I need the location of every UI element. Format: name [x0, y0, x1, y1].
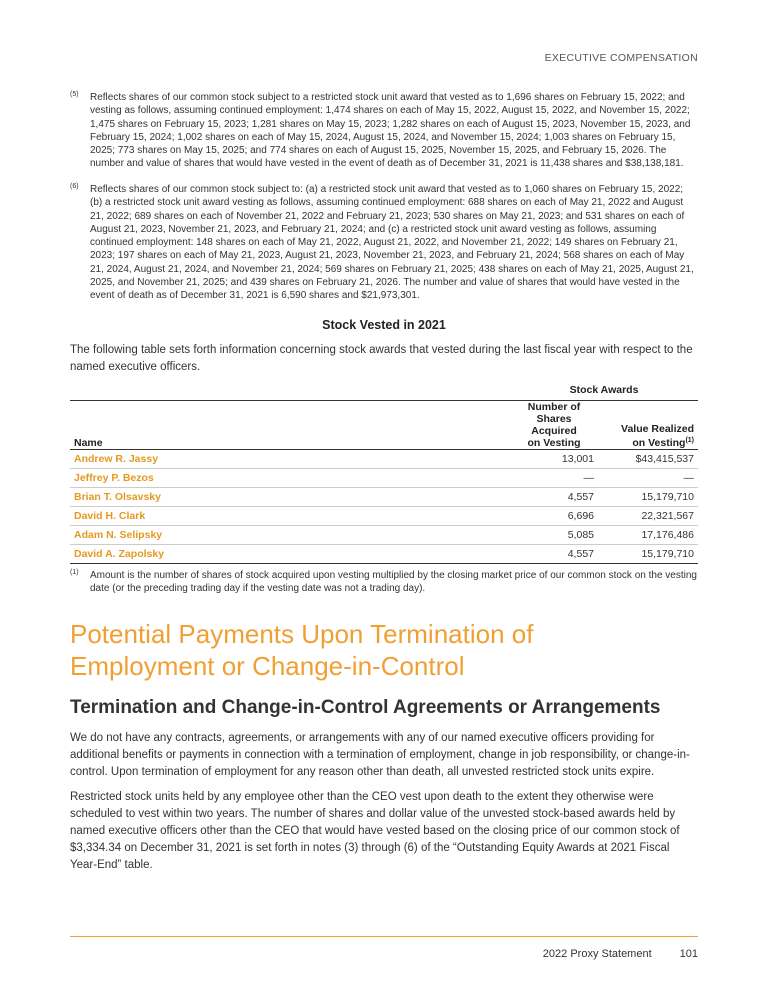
- value-realized: $43,415,537: [598, 450, 698, 469]
- executive-name: Adam N. Selipsky: [70, 526, 510, 545]
- value-realized: —: [598, 469, 698, 488]
- shares-acquired: 4,557: [510, 545, 598, 564]
- stock-vested-intro: The following table sets forth information concerning stock awards that vested during the last fiscal year with respect to the named executive officers.: [70, 344, 693, 373]
- shares-acquired: 6,696: [510, 507, 598, 526]
- table-footnote-1: [70, 569, 698, 596]
- section-header: EXECUTIVE COMPENSATION: [544, 52, 698, 64]
- section-heading: Potential Payments Upon Termination of Employment or Change-in-Control: [70, 619, 534, 681]
- table-row: [70, 469, 698, 488]
- footnote-mark: (5): [70, 91, 79, 98]
- executive-name: David A. Zapolsky: [70, 545, 510, 564]
- subsection-heading: Termination and Change-in-Control Agreements or Arrangements: [70, 697, 661, 718]
- footnote-mark: (6): [70, 183, 79, 190]
- footnote-5: [70, 91, 698, 171]
- shares-acquired: —: [510, 469, 598, 488]
- stock-awards-header: Stock Awards: [510, 380, 698, 401]
- shares-acquired: 13,001: [510, 450, 598, 469]
- executive-name: Brian T. Olsavsky: [70, 488, 510, 507]
- table-column-header-row: [70, 401, 698, 450]
- column-header-value: Value Realized on Vesting$^{(1)}$: [598, 401, 698, 450]
- column-header-shares: Number of Shares Acquired on Vesting: [510, 401, 598, 450]
- table-row: [70, 545, 698, 564]
- table-row: [70, 488, 698, 507]
- table-row: [70, 450, 698, 469]
- footer-divider: [70, 936, 698, 937]
- executive-name: Andrew R. Jassy: [70, 450, 510, 469]
- stock-vested-table: [70, 380, 698, 564]
- column-header-name: Name: [70, 401, 510, 450]
- value-realized: 15,179,710: [598, 545, 698, 564]
- shares-acquired: 5,085: [510, 526, 598, 545]
- footnote-text: Reflects shares of our common stock subject to a restricted stock unit award that vested as to 1,696 shares on February 15, 2022; and vesting as follows, assuming continued employment: 1,474 shares on each of May 15, 2022, August 15, 2022, and November 15, 2022; 1,475 shares on February 15, 2023; 1,281 shares on May 15, 2023; 1,282 shares on each of August 15, 2023, November 15, 2023, and February 15, 2024; 1,002 shares on each of May 15, 2024, August 15, 2024, and November 15, 2024; 1,003 shares on February 15, 2025; 773 shares on May 15, 2025; and 774 shares on each of August 15, 2025, November 15, 2025, and February 15, 2026. The number and value of shares that would have vested in the event of death as of December 31, 2021 is 11,438 shares and $38,138,181.: [90, 92, 691, 170]
- value-realized: 22,321,567: [598, 507, 698, 526]
- value-realized: 15,179,710: [598, 488, 698, 507]
- footnote-6: [70, 183, 698, 303]
- executive-name: Jeffrey P. Bezos: [70, 469, 510, 488]
- stock-vested-title: Stock Vested in 2021: [322, 318, 446, 332]
- page-footer: [543, 948, 698, 960]
- body-paragraph-1: We do not have any contracts, agreements, or arrangements with any of our named executive officers providing for additional benefits or payments in connection with a termination of employment, change in job responsibility, or change-in-control. Upon termination of employment for any reason other than death, all unvested restricted stock units expire.: [70, 732, 690, 778]
- shares-acquired: 4,557: [510, 488, 598, 507]
- value-realized: 17,176,486: [598, 526, 698, 545]
- page-number: 101: [679, 948, 698, 960]
- table-row: [70, 507, 698, 526]
- footnote-mark: (1): [70, 569, 79, 576]
- footnote-text: Amount is the number of shares of stock acquired upon vesting multiplied by the closing market price of our common stock on the vesting date (or the preceding trading day if the vesting date was not a trading day).: [90, 570, 697, 595]
- executive-name: David H. Clark: [70, 507, 510, 526]
- table-group-header-row: [70, 380, 698, 401]
- footer-doc-title: 2022 Proxy Statement: [542, 948, 652, 960]
- footnote-text: Reflects shares of our common stock subject to: (a) a restricted stock unit award that vested as to 1,060 shares on February 15, 2022; (b) a restricted stock unit award vesting as follows, assuming continued employment: 688 shares on each of May 21, 2022 and August 21, 2022; 689 shares on each of November 21, 2022 and February 21, 2023; 530 shares on May 21, 2023; and 531 shares on each of August 21, 2023, November 21, 2023, and February 21, 2024; and (c) a restricted stock unit award vesting as follows, assuming continued employment: 148 shares on each of May 21, 2022, August 21, 2022, and November 21, 2022; 149 shares on February 21, 2023; 197 shares on each of May 21, 2023, August 21, 2023, November 21, 2023, and February 21, 2024; 568 shares on each of May 21, 2024, August 21, 2024, and November 21, 2024; 569 shares on February 21, 2025; 438 shares on each of May 21, 2025, August 21, 2025, and November 21, 2025; and 439 shares on February 21, 2026. The number and value of shares that would have vested in the event of death as of December 31, 2021 is 6,590 shares and $21,973,301.: [90, 184, 694, 302]
- body-paragraph-2: Restricted stock units held by any employee other than the CEO vest upon death to the extent they otherwise were scheduled to vest within two years. The number of shares and dollar value of the unvested stock-based awards held by named executive officers other than the CEO that would have vested based on the closing price of our common stock of $3,334.34 on December 31, 2021 is set forth in notes (3) through (6) of the “Outstanding Equity Awards at 2021 Fiscal Year-End” table.: [70, 791, 680, 871]
- table-row: [70, 526, 698, 545]
